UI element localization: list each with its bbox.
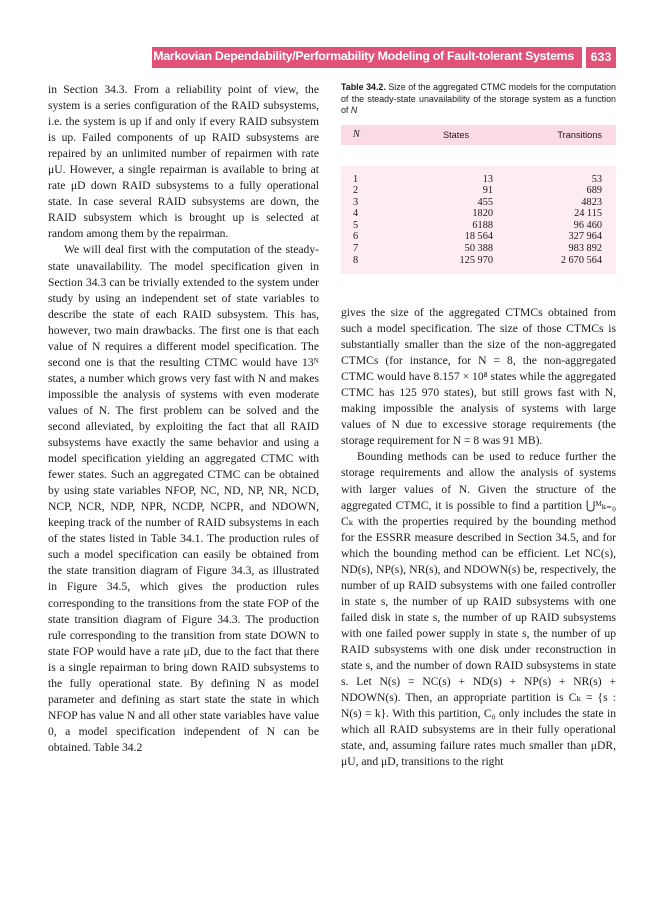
cell-transitions: 327 964 bbox=[568, 231, 602, 243]
cell-states: 50 388 bbox=[464, 243, 493, 255]
table-caption-var: N bbox=[350, 105, 358, 115]
running-header-title: Markovian Dependability/Performability Modeling of Fault-tolerant Systems bbox=[153, 49, 574, 63]
cell-states: 6188 bbox=[472, 219, 493, 231]
cell-n: 1 bbox=[353, 173, 359, 185]
cell-states: 455 bbox=[477, 196, 493, 208]
table-row bbox=[341, 220, 616, 232]
data-table bbox=[341, 125, 616, 275]
cell-states: 18 564 bbox=[464, 231, 493, 243]
table-row bbox=[341, 243, 616, 255]
running-header-bar bbox=[152, 47, 582, 68]
table-body bbox=[341, 166, 616, 275]
cell-states: 1820 bbox=[472, 208, 493, 220]
cell-transitions: 2 670 564 bbox=[560, 254, 602, 266]
table-row bbox=[341, 197, 616, 209]
cell-states: 91 bbox=[482, 185, 493, 197]
cell-transitions: 4823 bbox=[581, 196, 602, 208]
column-header-transitions: Transitions bbox=[557, 129, 602, 140]
left-paragraph-1: in Section 34.3. From a reliability point of view, the system is a series configuration of the RAID subsystems, i.e. the system is up if and only if every RAID subsystem is up. Failed components of up RAID subsystems are repaired by an unlimited number of repairmen with rate μU. However, a single repairman is available to bring at rate μD down RAID subsystems to a fully operational state. In case several RAID subsystems are down, the RAID subsystem which is brought up is selected at random among them by the repairman. bbox=[48, 83, 319, 241]
right-paragraph-1: gives the size of the aggregated CTMCs obtained from such a model specification. The size of those CTMCs is substantially smaller than the size of the non-aggregated CTMCs (for instance, for N = 8, the non-aggregated CTMC would have 8.157 × 10⁸ states while the aggregated CTMC has 125 970 states), but still grows fast with N, making impossible the analysis of systems with large values of N due to excessive storage requirements (the storage requirement for N = 8 was 91 MB). bbox=[341, 306, 616, 448]
right-column bbox=[341, 305, 616, 770]
cell-transitions: 689 bbox=[586, 185, 602, 197]
table-label: Table 34.2. bbox=[341, 82, 386, 92]
cell-n: 3 bbox=[353, 196, 359, 208]
table-header-row bbox=[341, 125, 616, 145]
column-header-states: States bbox=[443, 129, 470, 140]
cell-transitions: 983 892 bbox=[568, 243, 602, 255]
cell-n: 6 bbox=[353, 231, 359, 243]
table-row bbox=[341, 185, 616, 197]
table-row bbox=[341, 255, 616, 275]
column-header-n: N bbox=[353, 129, 360, 140]
page-number: 633 bbox=[586, 47, 616, 68]
cell-states: 13 bbox=[482, 173, 493, 185]
table-spacer bbox=[341, 145, 616, 166]
left-column bbox=[48, 82, 319, 756]
cell-n: 5 bbox=[353, 219, 359, 231]
table-caption-text: Size of the aggregated CTMC models for the computation of the steady-state unavailability of the storage system as a function of bbox=[341, 82, 616, 115]
table-row bbox=[341, 166, 616, 186]
table-34-2 bbox=[341, 82, 616, 274]
cell-transitions: 53 bbox=[591, 173, 602, 185]
cell-n: 8 bbox=[353, 254, 359, 266]
table-row bbox=[341, 208, 616, 220]
left-paragraph-2: We will deal first with the computation of the steady-state unavailability. The model specification given in Section 34.3 can be trivially extended to the system under study by using an independent set of state variables to describe the state of each RAID subsystem. This has, however, two main drawbacks. The first one is that each value of N requires a different model specification. The second one is that the resulting CTMC would have 13ᴺ states, a number which grows very fast with N and makes impossible the analysis of systems with even moderate values of N. The first problem can be solved and the second alleviated, by exploiting the fact that all RAID subsystems have exactly the same behavior and using a model specification yielding an aggregated CTMC with fewer states. Such an aggregated CTMC can be obtained by using state variables NFOP, NC, ND, NP, NR, NCD, NCP, NCR, NDP, NPR, NCDP, NCPR, and NDOWN, keeping track of the number of RAID subsystems in each of the states listed in Table 34.1. The production rules of such a model specification can easily be obtained from the state transition diagram of Figure 34.3, as illustrated in Figure 34.5, which gives the production rules corresponding to the transitions from the state FOP of the state transition diagram of Figure 34.3. The production rule corresponding to the transition from state DOWN to state FOP would have a rate μD, due to the fact that there is a single repairman to bring down RAID subsystems to the fully operational state. By defining N as model parameter and defining as start state the state in which NFOP has value N and all other state variables have value 0, a model specification independent of N can be obtained. Table 34.2 bbox=[48, 243, 319, 754]
cell-n: 7 bbox=[353, 243, 359, 255]
table-caption bbox=[341, 82, 616, 117]
table-row bbox=[341, 231, 616, 243]
cell-n: 2 bbox=[353, 185, 359, 197]
cell-n: 4 bbox=[353, 208, 359, 220]
right-paragraph-2: Bounding methods can be used to reduce further the storage requirements and allow the analysis of systems with larger values of N. Given the structure of the aggregated CTMC, it is possible to find a partition ⋃ᴹₖ₌₀ Cₖ with the properties required by the bounding method for the ESSRR measure described in Section 34.5, and for which the bounding method can be efficient. Let NC(s), ND(s), NP(s), NR(s), and NDOWN(s) be, respectively, the number of up RAID subsystems with one failed controller in state s, the number of up RAID subsystems with one failed disk in state s, the number of up RAID subsystems with one failed power supply in state s, the number of up RAID subsystems with one disk under reconstruction in state s, and the number of down RAID subsystems in state s. Let N(s) = NC(s) + ND(s) + NP(s) + NR(s) + NDOWN(s). Then, an appropriate partition is Cₖ = {s : N(s) = k}. With this partition, C₀ only includes the state in which all RAID subsystems are in their fully operational state, and, assuming failure rates much smaller than μDR, μU, and μD, transitions to the right bbox=[341, 450, 616, 769]
cell-states: 125 970 bbox=[459, 254, 493, 266]
cell-transitions: 24 115 bbox=[574, 208, 602, 220]
cell-transitions: 96 460 bbox=[573, 219, 602, 231]
